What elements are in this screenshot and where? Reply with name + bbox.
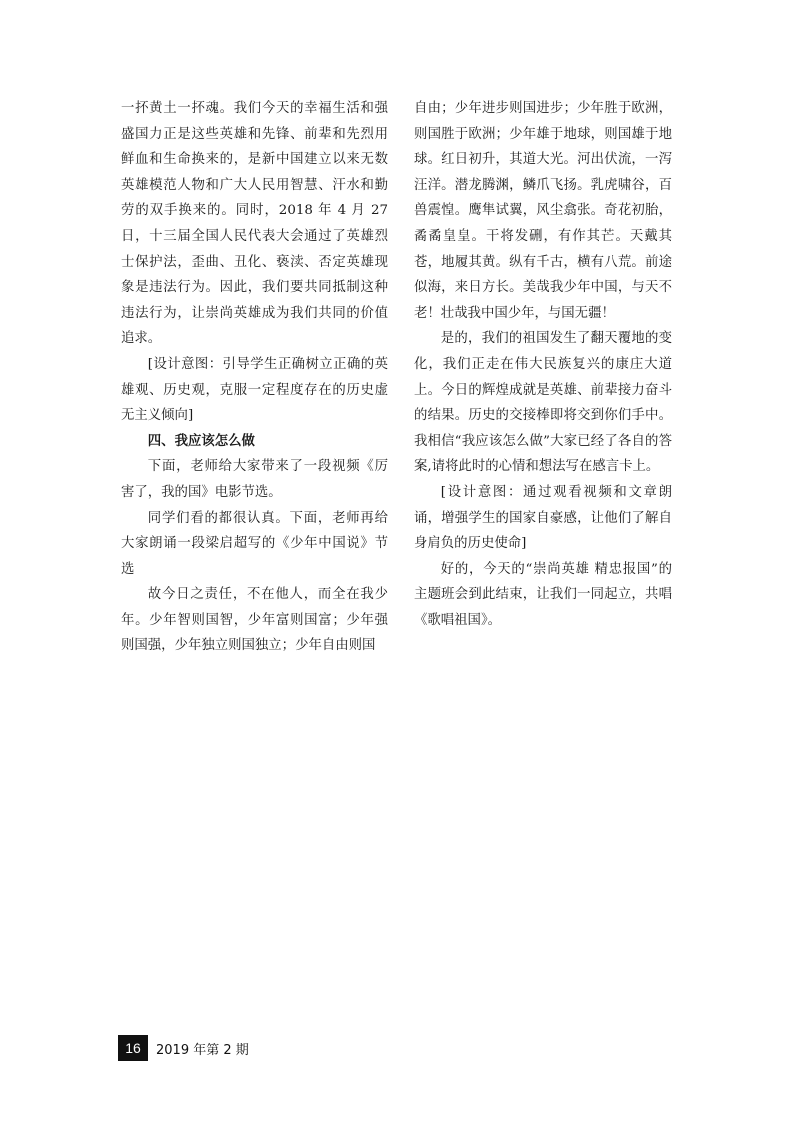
paragraph-young-china-excerpt-start: 故今日之责任，不在他人，而全在我少年。少年智则国智，少年富则国富；少年强则国强，少年独立则国独立；少年自由则国 (121, 587, 388, 654)
paragraph-recitation-intro: 同学们看的都很认真。下面，老师再给大家朗诵一段梁启超写的《少年中国说》节选 (121, 510, 388, 577)
issue-label: 2019 年第 2 期 (156, 1042, 249, 1058)
design-intent-note-1: [设计意图：引导学生正确树立正确的英雄观、历史观，克服一定程度存在的历史虚无主义倾向] (121, 356, 388, 424)
design-intent-note-2: [设计意图：通过观看视频和文章朗诵，增强学生的国家自豪感，让他们了解自身肩负的历史使命] (414, 484, 672, 552)
left-column (121, 96, 388, 659)
page-footer (118, 1035, 249, 1061)
right-column (414, 96, 672, 633)
section-heading: 四、我应该怎么做 (147, 433, 255, 449)
paragraph-closing: 好的，今天的“崇尚英雄 精忠报国”的主题班会到此结束，让我们一同起立，共唱《歌唱祖国》。 (414, 561, 672, 628)
paragraph-video-intro: 下面，老师给大家带来了一段视频《厉害了，我的国》电影节选。 (121, 459, 388, 500)
paragraph-heroes-sacrifice: 一抔黄土一抔魂。我们今天的幸福生活和强盛国力正是这些英雄和先锋、前辈和先烈用鲜血和生命换来的，是新中国建立以来无数英雄模范人物和广大人民用智慧、汗水和勤劳的双手换来的。同时，2018 年 4 月 27 日，十三届全国人民代表大会通过了英雄烈士保护法，歪曲、丑化、亵渎、否定英雄现象是违法行为。因此，我们要共同抵制这种违法行为，让崇尚英雄成为我们共同的价值追求。 (121, 101, 388, 347)
paragraph-motherland-change: 是的，我们的祖国发生了翻天覆地的变化，我们正走在伟大民族复兴的康庄大道上。今日的辉煌成就是英雄、前辈接力奋斗的结果。历史的交接棒即将交到你们手中。我相信“我应该怎么做”大家已经了各自的答案,请将此时的心情和想法写在感言卡上。 (414, 331, 672, 475)
page-number: 16 (118, 1035, 148, 1061)
paragraph-young-china-excerpt-cont: 自由；少年进步则国进步；少年胜于欧洲，则国胜于欧洲；少年雄于地球，则国雄于地球。红日初升，其道大光。河出伏流，一泻汪洋。潜龙腾渊，鳞爪飞扬。乳虎啸谷，百兽震惶。鹰隼试翼，风尘翕张。奇花初胎，矞矞皇皇。干将发硎，有作其芒。天戴其苍，地履其黄。纵有千古，横有八荒。前途似海，来日方长。美哉我少年中国，与天不老！壮哉我中国少年，与国无疆！ (414, 101, 672, 321)
